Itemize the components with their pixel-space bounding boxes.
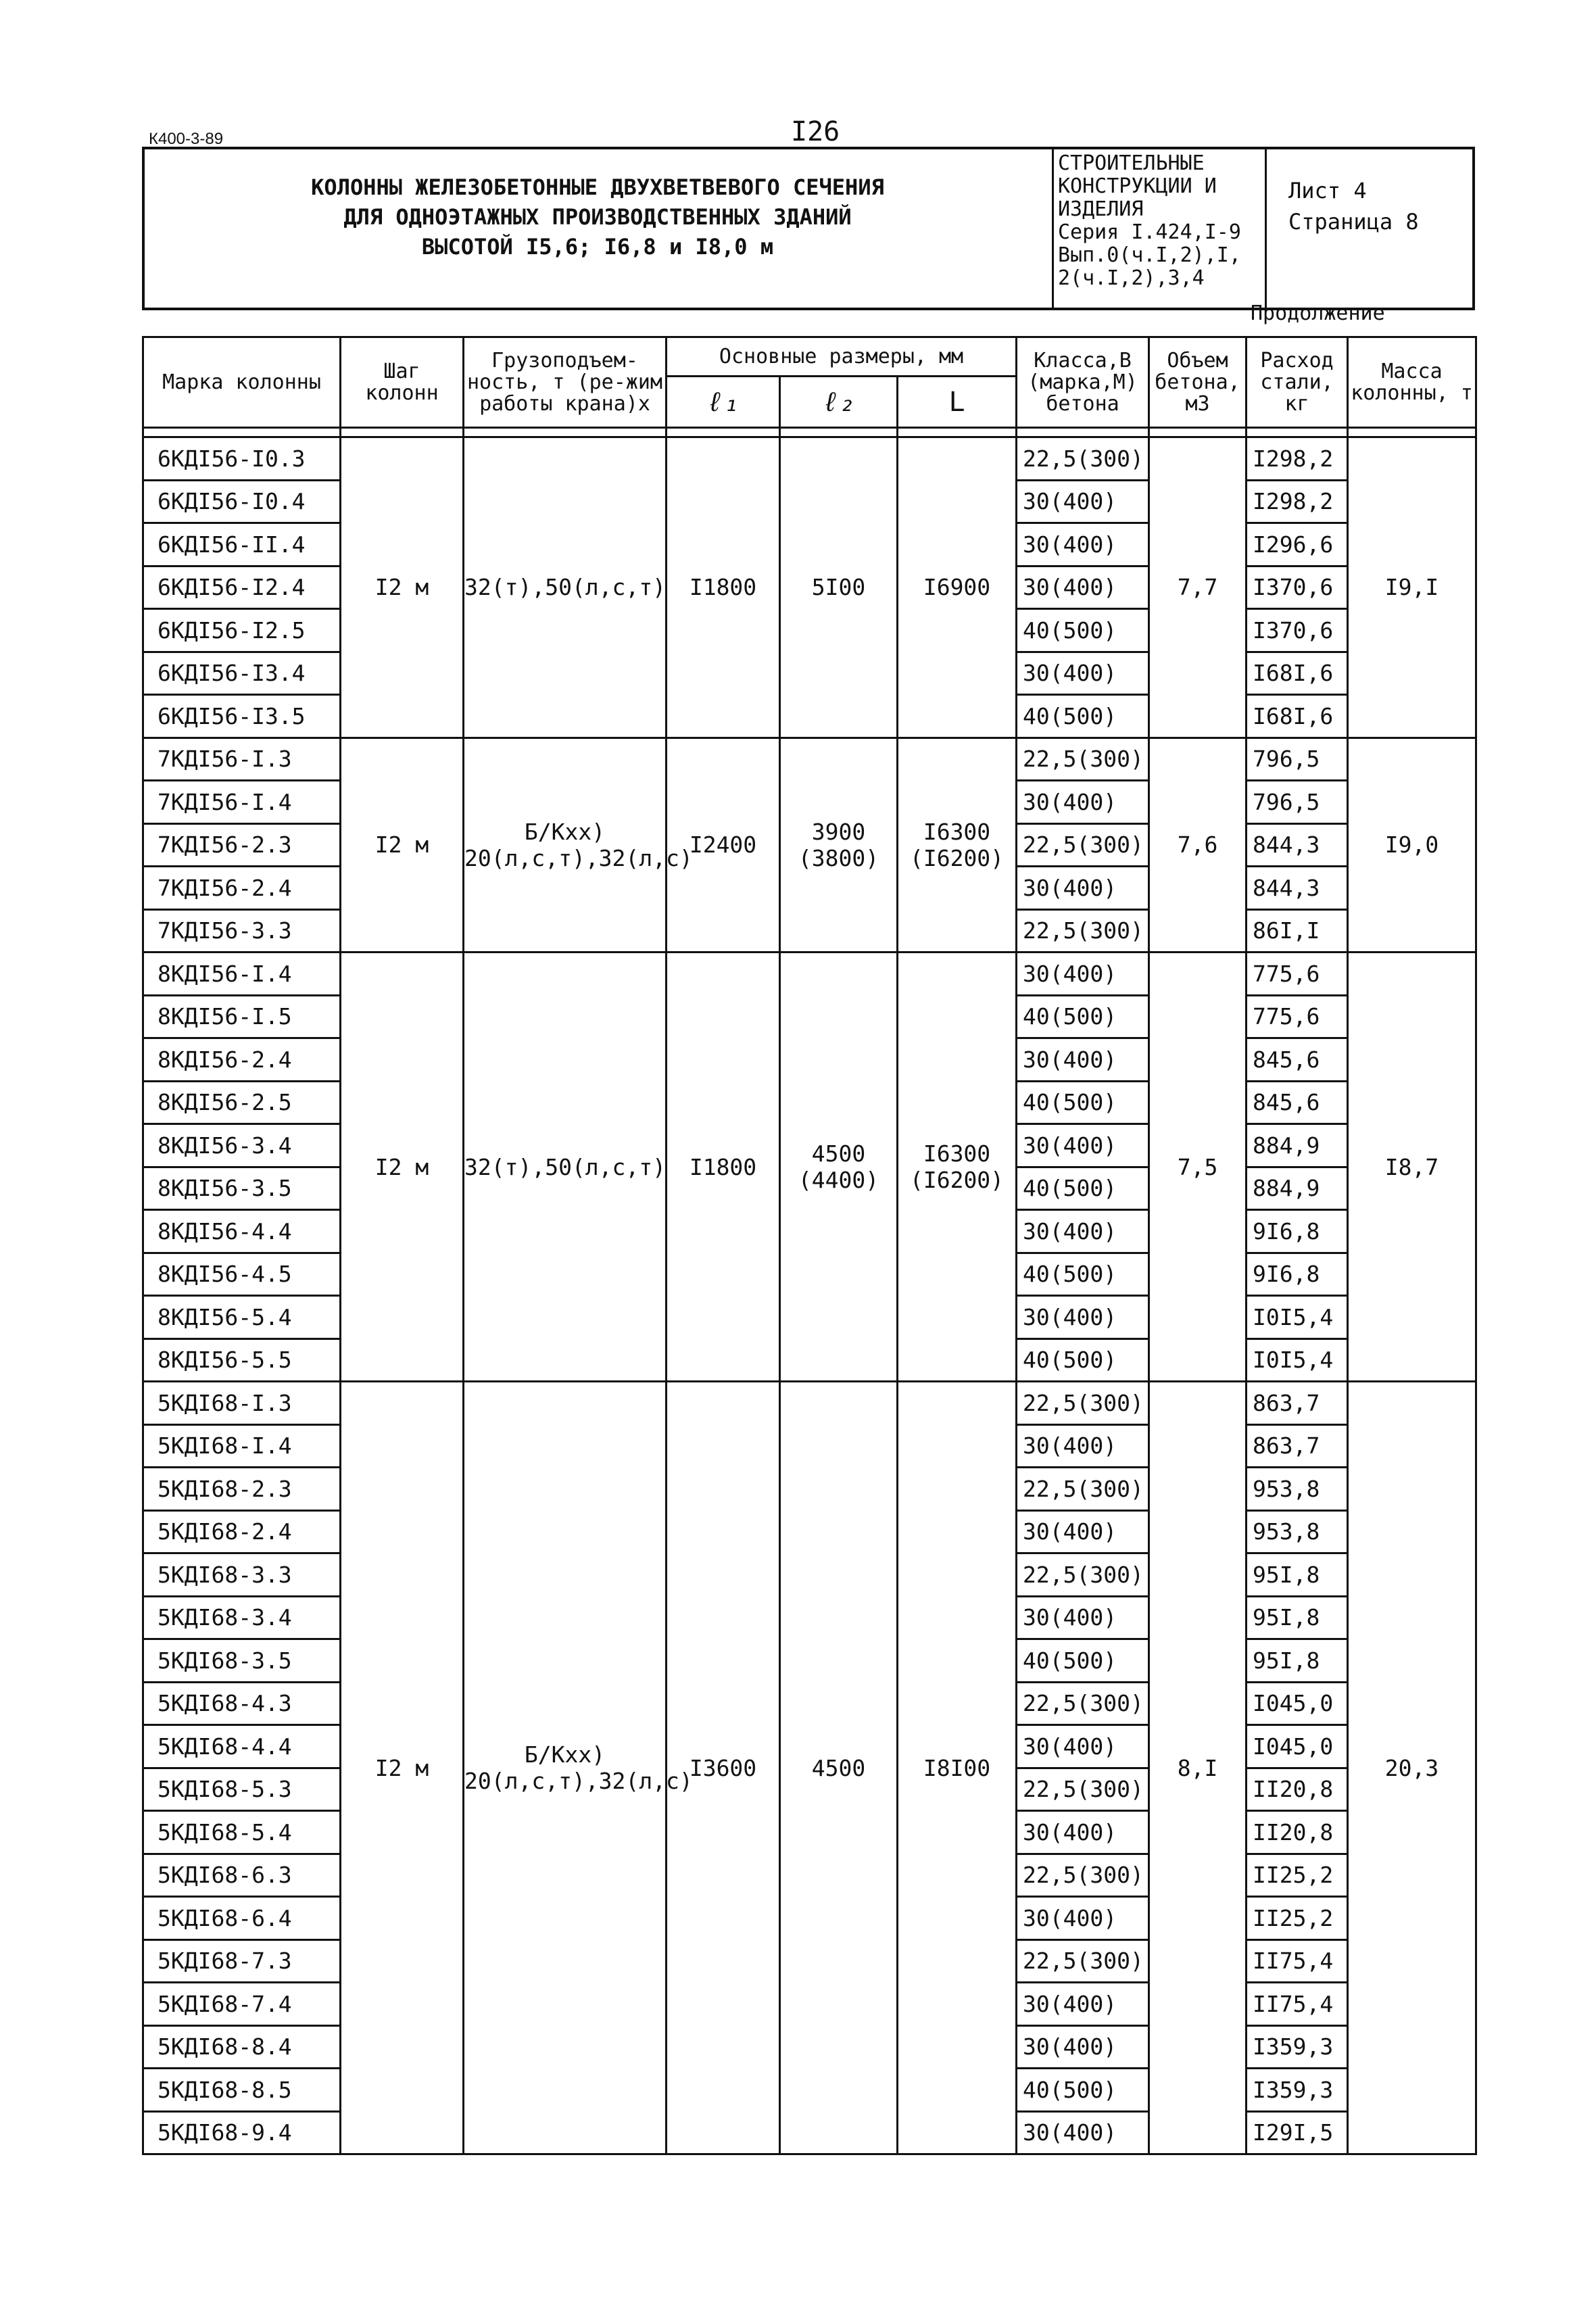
- steel-consumption: I68I,6: [1247, 652, 1348, 695]
- steel-consumption: 95I,8: [1247, 1553, 1348, 1597]
- concrete-class: 22,5(300): [1017, 909, 1149, 952]
- column-mark: 8КДI56-3.4: [143, 1124, 341, 1167]
- concrete-class: 30(400): [1017, 1983, 1149, 2026]
- concrete-volume: 7,6: [1149, 738, 1247, 952]
- steel-consumption: I296,6: [1247, 523, 1348, 566]
- column-mass: I9,0: [1348, 738, 1476, 952]
- steel-consumption: 863,7: [1247, 1382, 1348, 1425]
- dimension-l2-line: 4500: [811, 1140, 866, 1167]
- column-mark: 8КДI56-2.5: [143, 1081, 341, 1124]
- column-mark: 5КДI68-5.4: [143, 1811, 341, 1854]
- concrete-class: 30(400): [1017, 1424, 1149, 1468]
- column-step: I2 м: [341, 738, 464, 952]
- concrete-class: 40(500): [1017, 609, 1149, 652]
- header-l2: ℓ₂: [780, 377, 898, 428]
- header-spacer: [667, 428, 780, 437]
- header-steel: Расход стали, кг: [1247, 337, 1348, 428]
- title-block: [142, 147, 1475, 310]
- dimension-l2-line: 4500: [811, 1754, 866, 1781]
- column-mark: 5КДI68-9.4: [143, 2111, 341, 2154]
- concrete-class: 30(400): [1017, 1296, 1149, 1339]
- crane-capacity-line: Б/Кхх): [524, 1741, 606, 1768]
- steel-consumption: 845,6: [1247, 1038, 1348, 1082]
- concrete-volume: 7,5: [1149, 952, 1247, 1382]
- series-block: [1052, 149, 1267, 308]
- column-mark: 6КДI56-I3.4: [143, 652, 341, 695]
- crane-capacity-line: Б/Кхх): [524, 818, 606, 845]
- dimension-L-line: (I6200): [909, 1167, 1005, 1193]
- concrete-class: 30(400): [1017, 2111, 1149, 2154]
- crane-capacity: [464, 738, 693, 952]
- dimension-L: [898, 952, 1017, 1382]
- steel-consumption: I045,0: [1247, 1682, 1348, 1725]
- column-mark: 5КДI68-3.5: [143, 1639, 341, 1683]
- steel-consumption: 86I,I: [1247, 909, 1348, 952]
- steel-consumption: 844,3: [1247, 823, 1348, 867]
- column-mark: 5КДI68-4.4: [143, 1725, 341, 1768]
- concrete-class: 30(400): [1017, 952, 1149, 996]
- steel-consumption: I68I,6: [1247, 695, 1348, 738]
- dimension-L-line: (I6200): [909, 844, 1005, 871]
- series-line: Вып.0(ч.I,2),I,: [1058, 243, 1241, 267]
- header-L: L: [898, 377, 1017, 428]
- header-spacer: [341, 428, 464, 437]
- concrete-class: 22,5(300): [1017, 1768, 1149, 1811]
- dimension-L: [898, 1382, 1017, 2154]
- dimension-l2-line: (3800): [798, 844, 879, 871]
- table-row: [143, 437, 1476, 481]
- steel-consumption: II75,4: [1247, 1983, 1348, 2026]
- steel-consumption: I045,0: [1247, 1725, 1348, 1768]
- column-mark: 7КДI56-2.3: [143, 823, 341, 867]
- concrete-volume: 7,7: [1149, 437, 1247, 738]
- dimension-l1: I1800: [667, 437, 780, 738]
- header-spacer: [143, 428, 341, 437]
- steel-consumption: I359,3: [1247, 2025, 1348, 2069]
- sheet-number: Лист 4: [1288, 178, 1367, 203]
- dimension-l2-line: 3900: [811, 818, 866, 845]
- concrete-class: 30(400): [1017, 2025, 1149, 2069]
- concrete-class: 30(400): [1017, 1725, 1149, 1768]
- column-step: I2 м: [341, 1382, 464, 2154]
- crane-capacity-line: 20(л,с,т),32(л,с): [464, 1768, 693, 1794]
- column-mark: 5КДI68-2.4: [143, 1510, 341, 1553]
- dimension-l2-line: (4400): [798, 1167, 879, 1193]
- column-step: I2 м: [341, 437, 464, 738]
- columns-table: [142, 336, 1477, 2155]
- title-line: ДЛЯ ОДНОЭТАЖНЫХ ПРОИЗВОДСТВЕННЫХ ЗДАНИЙ: [343, 204, 852, 230]
- document-code: К400-3-89: [149, 130, 224, 148]
- dimension-l1: I3600: [667, 1382, 780, 2154]
- concrete-class: 30(400): [1017, 523, 1149, 566]
- dimension-L-line: I8I00: [923, 1754, 991, 1781]
- concrete-class: 30(400): [1017, 1038, 1149, 1082]
- crane-capacity-line: 32(т),50(л,с,т): [464, 1153, 667, 1180]
- steel-consumption: I0I5,4: [1247, 1296, 1348, 1339]
- concrete-class: 22,5(300): [1017, 437, 1149, 481]
- concrete-class: 22,5(300): [1017, 1854, 1149, 1897]
- concrete-class: 22,5(300): [1017, 1682, 1149, 1725]
- steel-consumption: I298,2: [1247, 437, 1348, 481]
- dimension-L-line: I6300: [923, 818, 991, 845]
- concrete-class: 22,5(300): [1017, 1939, 1149, 1983]
- header-spacer: [1017, 428, 1149, 437]
- steel-consumption: 796,5: [1247, 781, 1348, 824]
- crane-capacity-line: 20(л,с,т),32(л,с): [464, 844, 693, 871]
- concrete-class: 30(400): [1017, 1897, 1149, 1940]
- title-line: ВЫСОТОЙ I5,6; I6,8 и I8,0 м: [421, 234, 774, 260]
- column-mark: 5КДI68-I.4: [143, 1424, 341, 1468]
- concrete-class: 30(400): [1017, 781, 1149, 824]
- continuation-label: Продолжение: [1251, 301, 1385, 325]
- concrete-class: 40(500): [1017, 1253, 1149, 1296]
- page-number: I26: [791, 116, 840, 147]
- concrete-class: 22,5(300): [1017, 1468, 1149, 1511]
- table-row: [143, 952, 1476, 996]
- steel-consumption: 863,7: [1247, 1424, 1348, 1468]
- column-step: I2 м: [341, 952, 464, 1382]
- column-mark: 5КДI68-8.4: [143, 2025, 341, 2069]
- header-spacer: [464, 428, 667, 437]
- steel-consumption: II20,8: [1247, 1768, 1348, 1811]
- header-spacer: [780, 428, 898, 437]
- dimension-L: [898, 738, 1017, 952]
- concrete-class: 40(500): [1017, 695, 1149, 738]
- concrete-class: 30(400): [1017, 1510, 1149, 1553]
- column-mark: 6КДI56-I3.5: [143, 695, 341, 738]
- steel-consumption: II75,4: [1247, 1939, 1348, 1983]
- dimension-L: [898, 437, 1017, 738]
- header-capacity: Грузоподъем-ность, т (ре-жим работы крана)х: [464, 337, 667, 428]
- concrete-class: 22,5(300): [1017, 1382, 1149, 1425]
- concrete-class: 40(500): [1017, 1081, 1149, 1124]
- column-mark: 8КДI56-4.5: [143, 1253, 341, 1296]
- header-dims: Основные размеры, мм: [667, 337, 1017, 377]
- column-mark: 5КДI68-6.3: [143, 1854, 341, 1897]
- concrete-class: 30(400): [1017, 1210, 1149, 1253]
- dimension-l1: I1800: [667, 952, 780, 1382]
- concrete-class: 30(400): [1017, 867, 1149, 910]
- steel-consumption: 844,3: [1247, 867, 1348, 910]
- steel-consumption: 884,9: [1247, 1167, 1348, 1210]
- steel-consumption: II20,8: [1247, 1811, 1348, 1854]
- crane-capacity: [464, 1382, 693, 2154]
- series-line: Серия I.424,I-9: [1058, 220, 1241, 244]
- concrete-volume: 8,I: [1149, 1382, 1247, 2154]
- concrete-class: 30(400): [1017, 1811, 1149, 1854]
- concrete-class: 22,5(300): [1017, 1553, 1149, 1597]
- column-mark: 5КДI68-3.4: [143, 1596, 341, 1639]
- column-mark: 8КДI56-2.4: [143, 1038, 341, 1082]
- column-mark: 5КДI68-2.3: [143, 1468, 341, 1511]
- column-mark: 8КДI56-I.5: [143, 995, 341, 1038]
- crane-capacity-line: 32(т),50(л,с,т): [464, 574, 667, 601]
- column-mark: 8КДI56-3.5: [143, 1167, 341, 1210]
- table-body: [143, 437, 1476, 2154]
- steel-consumption: 953,8: [1247, 1510, 1348, 1553]
- dimension-l2-line: 5I00: [811, 574, 866, 601]
- steel-consumption: 884,9: [1247, 1124, 1348, 1167]
- dimension-l2: [780, 1382, 898, 2154]
- series-line: КОНСТРУКЦИИ И: [1058, 174, 1217, 198]
- steel-consumption: 9I6,8: [1247, 1210, 1348, 1253]
- crane-capacity: [464, 437, 667, 738]
- table-row: [143, 1382, 1476, 1425]
- concrete-class: 40(500): [1017, 1639, 1149, 1683]
- dimension-l2: [780, 738, 898, 952]
- header-l1: ℓ₁: [667, 377, 780, 428]
- concrete-class: 30(400): [1017, 1124, 1149, 1167]
- dimension-L-line: I6900: [923, 574, 991, 601]
- header-spacer: [898, 428, 1017, 437]
- dimension-l2: [780, 437, 898, 738]
- sheet-page: Страница 8: [1288, 209, 1419, 235]
- steel-consumption: I370,6: [1247, 609, 1348, 652]
- concrete-class: 40(500): [1017, 1167, 1149, 1210]
- header-mark: Марка колонны: [143, 337, 341, 428]
- column-mass: 20,3: [1348, 1382, 1476, 2154]
- steel-consumption: I359,3: [1247, 2069, 1348, 2112]
- concrete-class: 30(400): [1017, 480, 1149, 523]
- steel-consumption: I370,6: [1247, 566, 1348, 609]
- steel-consumption: I0I5,4: [1247, 1338, 1348, 1382]
- column-mark: 6КДI56-I2.5: [143, 609, 341, 652]
- steel-consumption: 845,6: [1247, 1081, 1348, 1124]
- column-mark: 8КДI56-5.4: [143, 1296, 341, 1339]
- concrete-class: 40(500): [1017, 2069, 1149, 2112]
- concrete-class: 22,5(300): [1017, 738, 1149, 781]
- column-mark: 5КДI68-8.5: [143, 2069, 341, 2112]
- column-mark: 6КДI56-II.4: [143, 523, 341, 566]
- column-mark: 8КДI56-4.4: [143, 1210, 341, 1253]
- concrete-class: 30(400): [1017, 652, 1149, 695]
- steel-consumption: 796,5: [1247, 738, 1348, 781]
- header-mass: Масса колонны, т: [1348, 337, 1476, 428]
- steel-consumption: 9I6,8: [1247, 1253, 1348, 1296]
- column-mark: 7КДI56-I.4: [143, 781, 341, 824]
- column-mass: I9,I: [1348, 437, 1476, 738]
- dimension-l2: [780, 952, 898, 1382]
- column-mark: 5КДI68-5.3: [143, 1768, 341, 1811]
- steel-consumption: 95I,8: [1247, 1596, 1348, 1639]
- series-line: 2(ч.I,2),3,4: [1058, 266, 1205, 290]
- column-mark: 5КДI68-7.4: [143, 1983, 341, 2026]
- steel-consumption: I29I,5: [1247, 2111, 1348, 2154]
- steel-consumption: 953,8: [1247, 1468, 1348, 1511]
- dimension-L-line: I6300: [923, 1140, 991, 1167]
- steel-consumption: 775,6: [1247, 952, 1348, 996]
- column-mark: 5КДI68-7.3: [143, 1939, 341, 1983]
- document-title: [145, 172, 1050, 262]
- header-spacer: [1247, 428, 1348, 437]
- column-mark: 5КДI68-6.4: [143, 1897, 341, 1940]
- column-mark: 5КДI68-3.3: [143, 1553, 341, 1597]
- column-mark: 6КДI56-I0.3: [143, 437, 341, 481]
- title-line: КОЛОННЫ ЖЕЛЕЗОБЕТОННЫЕ ДВУХВЕТВЕВОГО СЕЧЕНИЯ: [311, 174, 884, 200]
- steel-consumption: 775,6: [1247, 995, 1348, 1038]
- table-row: [143, 738, 1476, 781]
- steel-consumption: 95I,8: [1247, 1639, 1348, 1683]
- series-line: СТРОИТЕЛЬНЫЕ: [1058, 151, 1205, 175]
- header-step: Шаг колонн: [341, 337, 464, 428]
- steel-consumption: I298,2: [1247, 480, 1348, 523]
- column-mark: 7КДI56-3.3: [143, 909, 341, 952]
- column-mass: I8,7: [1348, 952, 1476, 1382]
- column-mark: 6КДI56-I2.4: [143, 566, 341, 609]
- series-line: ИЗДЕЛИЯ: [1058, 197, 1144, 221]
- steel-consumption: II25,2: [1247, 1854, 1348, 1897]
- concrete-class: 40(500): [1017, 1338, 1149, 1382]
- column-mark: 6КДI56-I0.4: [143, 480, 341, 523]
- steel-consumption: II25,2: [1247, 1897, 1348, 1940]
- concrete-class: 40(500): [1017, 995, 1149, 1038]
- concrete-class: 30(400): [1017, 566, 1149, 609]
- concrete-class: 30(400): [1017, 1596, 1149, 1639]
- column-mark: 7КДI56-I.3: [143, 738, 341, 781]
- crane-capacity: [464, 952, 667, 1382]
- header-spacer: [1149, 428, 1247, 437]
- header-spacer: [1348, 428, 1476, 437]
- dimension-l1: I2400: [667, 738, 780, 952]
- column-mark: 5КДI68-4.3: [143, 1682, 341, 1725]
- column-mark: 5КДI68-I.3: [143, 1382, 341, 1425]
- header-concrete-class: Класса,В (марка,М) бетона: [1017, 337, 1149, 428]
- column-mark: 8КДI56-I.4: [143, 952, 341, 996]
- column-mark: 8КДI56-5.5: [143, 1338, 341, 1382]
- concrete-class: 22,5(300): [1017, 823, 1149, 867]
- column-mark: 7КДI56-2.4: [143, 867, 341, 910]
- header-volume: Объем бетона, м3: [1149, 337, 1247, 428]
